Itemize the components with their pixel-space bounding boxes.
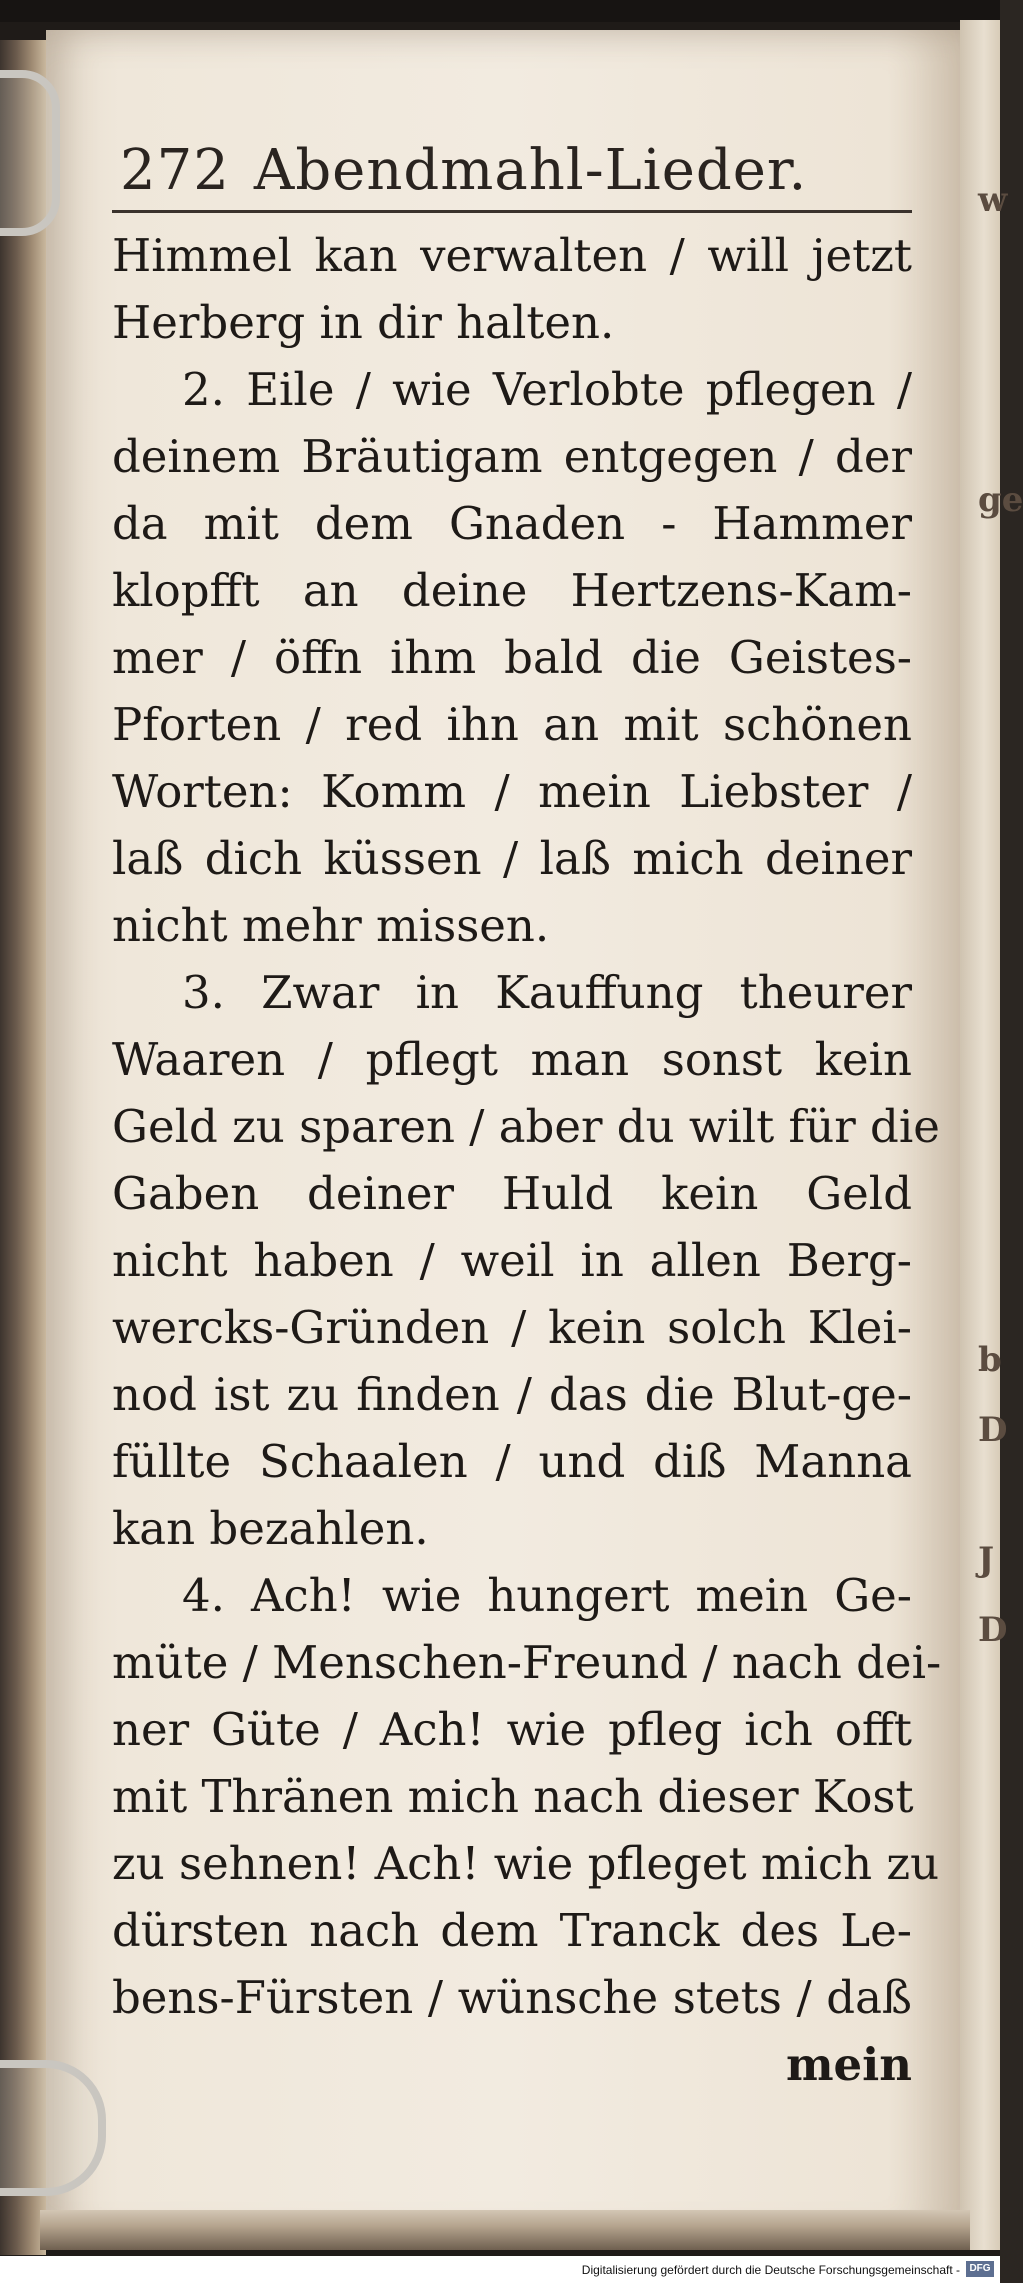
running-header	[120, 138, 920, 203]
header-rule	[112, 210, 912, 213]
clip-bottom	[0, 2060, 106, 2196]
top-shadow	[0, 0, 1000, 22]
digitization-credit: Digitalisierung gefördert durch die Deutsche Forschungsgemeinschaft -	[581, 2263, 960, 2277]
text-line: klopfft an deine Hertzens-Kam-	[112, 564, 912, 617]
bleed-letter: b	[978, 1340, 1002, 1380]
text-line: Himmel kan verwalten / will jetzt	[112, 229, 912, 282]
clip-top	[0, 70, 60, 236]
text-line: ner Güte / Ach! wie pfleg ich offt	[112, 1703, 912, 1756]
text-line: mein	[785, 2038, 912, 2091]
facing-page-edge	[960, 20, 1000, 2250]
text-line: nod ist zu finden / das die Blut-ge-	[112, 1368, 912, 1421]
text-line: mer / öffn ihm bald die Geistes-	[112, 631, 912, 684]
text-line: Worten: Komm / mein Liebster /	[112, 765, 912, 818]
text-line: Gaben deiner Huld kein Geld	[112, 1167, 912, 1220]
text-line: Pforten / red ihn an mit schönen	[112, 698, 912, 751]
text-line: 4. Ach! wie hungert mein Ge-	[182, 1569, 912, 1622]
bleed-letter: D	[978, 1410, 1008, 1450]
text-line: füllte Schaalen / und diß Manna	[112, 1435, 912, 1488]
bleed-letter: D	[978, 1610, 1008, 1650]
bleed-letter: ge	[978, 480, 1023, 520]
text-line: deinem Bräutigam entgegen / der	[112, 430, 912, 483]
text-line: kan bezahlen.	[112, 1502, 429, 1555]
book-spine	[0, 40, 46, 2255]
text-line: 2. Eile / wie Verlobte pflegen /	[182, 363, 912, 416]
page-number: 272	[120, 138, 230, 203]
dfg-logo: DFG	[966, 2261, 994, 2277]
text-line: Waaren / pflegt man sonst kein	[112, 1033, 912, 1086]
text-line: Herberg in dir halten.	[112, 296, 615, 349]
bleed-letter: w	[978, 180, 1008, 220]
hymn-text	[112, 222, 942, 2098]
text-line: müte / Menschen-Freund / nach dei-	[112, 1636, 942, 1689]
text-line: laß dich küssen / laß mich deiner	[112, 832, 912, 885]
text-line: dürsten nach dem Tranck des Le-	[112, 1904, 912, 1957]
text-line: 3. Zwar in Kauffung theurer	[182, 966, 912, 1019]
text-line: Geld zu sparen / aber du wilt für die	[112, 1100, 940, 1153]
text-line: zu sehnen! Ach! wie pfleget mich zu	[112, 1837, 940, 1890]
text-line: mit Thränen mich nach dieser Kost	[112, 1770, 914, 1823]
page-bottom-edge	[40, 2210, 970, 2250]
text-line: da mit dem Gnaden - Hammer	[112, 497, 912, 550]
running-title: Abendmahl-Lieder.	[253, 138, 808, 203]
text-line: nicht mehr missen.	[112, 899, 550, 952]
text-line: bens-Fürsten / wünsche stets / daß	[112, 1971, 912, 2024]
bleed-letter: J	[978, 1540, 995, 1580]
text-line: wercks-Gründen / kein solch Klei-	[112, 1301, 912, 1354]
text-line: nicht haben / weil in allen Berg-	[112, 1234, 912, 1287]
